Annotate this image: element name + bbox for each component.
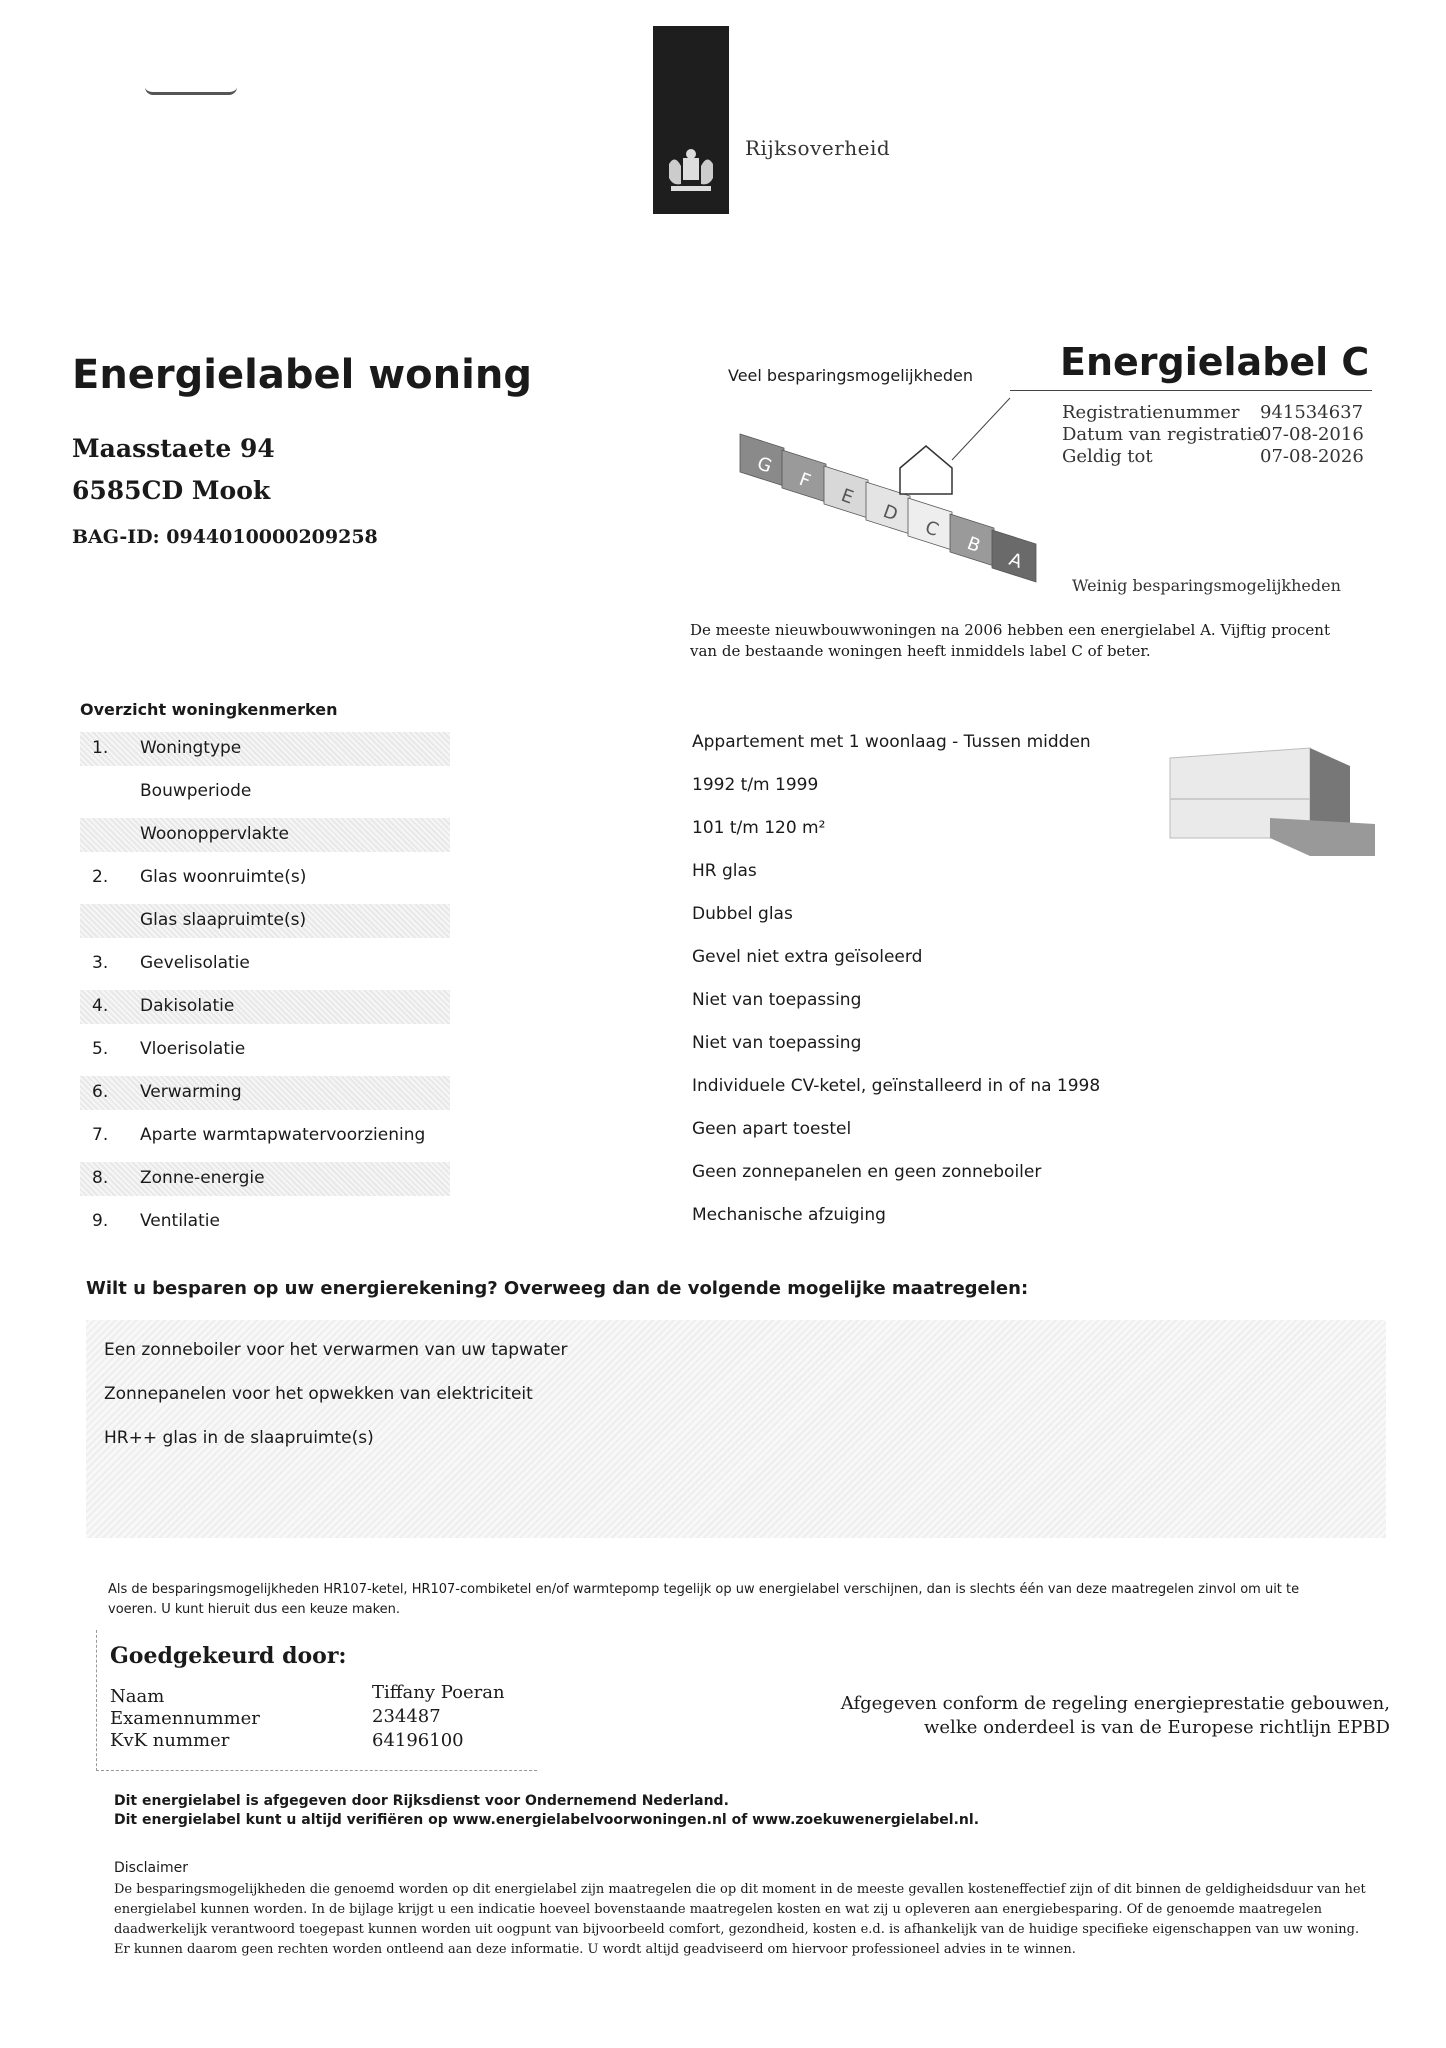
label-band-text: C xyxy=(922,516,942,542)
valid-until-label: Geldig tot xyxy=(1062,446,1153,467)
exam-number-value: 234487 xyxy=(372,1706,441,1727)
divider xyxy=(1010,390,1372,391)
row-shade xyxy=(80,1162,450,1196)
row-number: 5. xyxy=(92,1039,109,1059)
energy-label-scale xyxy=(700,390,1110,590)
row-label: Zonne-energie xyxy=(140,1168,265,1188)
row-number: 6. xyxy=(92,1082,109,1102)
row-label: Glas woonruimte(s) xyxy=(140,867,307,887)
kvk-value: 64196100 xyxy=(372,1730,464,1751)
disclaimer-text: De besparingsmogelijkheden die genoemd worden op dit energielabel zijn maatregelen die op dit moment in de meeste gevallen kosteneffectief zijn of dit binnen de geldigheidsduur van het energielabel kunnen worden. In de bijlage krijgt u een indicatie hoeveel bovenstaande maatregelen kosten en wat zij u opleveren aan energiebesparing. Of de genoemde maatregelen daadwerkelijk verantwoord toegepast kunnen worden uit oogpunt van bijvoorbeeld comfort, gezondheid, kosten e.d. is afhankelijk van de huidige specifieke eigenschappen van uw woning. Er kunnen daarom geen rechten worden ontleend aan deze informatie. U wordt altijd geadviseerd om hiervoor professioneel advies in te winnen. xyxy=(114,1882,1366,1957)
epbd-statement: Afgegeven conform de regeling energieprestatie gebouwen, welke onderdeel is van de Europese richtlijn EPBD xyxy=(840,1693,1390,1738)
rijksoverheid-logo xyxy=(653,26,729,214)
verify-text: Dit energielabel kunt u altijd verifiëren op www.energielabelvoorwoningen.nl of www.zoekuwenergielabel.nl. xyxy=(114,1812,980,1828)
row-number: 2. xyxy=(92,867,109,887)
energy-label-title: Energielabel C xyxy=(1060,340,1370,384)
logo-text: Rijksoverheid xyxy=(745,136,891,160)
house-marker-icon xyxy=(900,446,952,494)
registration-date-label: Datum van registratie xyxy=(1062,424,1263,445)
measure-item: Een zonneboiler voor het verwarmen van uw tapwater xyxy=(104,1340,568,1360)
row-label: Dakisolatie xyxy=(140,996,235,1016)
row-label: Gevelisolatie xyxy=(140,953,250,973)
row-value: Dubbel glas xyxy=(692,904,793,924)
row-number: 8. xyxy=(92,1168,109,1188)
row-value: Geen apart toestel xyxy=(692,1119,852,1139)
row-shade xyxy=(80,1076,450,1110)
label-band-text: G xyxy=(754,452,775,478)
row-shade xyxy=(80,732,450,766)
row-label: Verwarming xyxy=(140,1082,242,1102)
kvk-label: KvK nummer xyxy=(110,1730,230,1751)
row-number: 4. xyxy=(92,996,109,1016)
bag-id: BAG-ID: 0944010000209258 xyxy=(72,526,378,548)
row-value: Niet van toepassing xyxy=(692,990,862,1010)
label-band-text: B xyxy=(964,532,984,557)
row-value: Gevel niet extra geïsoleerd xyxy=(692,947,923,967)
label-band-text: A xyxy=(1006,548,1026,573)
row-label: Woonoppervlakte xyxy=(140,824,289,844)
intro-text: De meeste nieuwbouwwoningen na 2006 hebben een energielabel A. Vijftig procent van de bestaande woningen heeft inmiddels label C of beter. xyxy=(690,621,1330,660)
row-label: Vloerisolatie xyxy=(140,1039,246,1059)
row-label: Woningtype xyxy=(140,738,242,758)
building-illustration xyxy=(1160,738,1380,868)
registration-value: 941534637 xyxy=(1260,402,1364,423)
row-value: 101 t/m 120 m² xyxy=(692,818,826,838)
coat-of-arms-icon xyxy=(661,144,721,204)
row-number: 1. xyxy=(92,738,109,758)
address-postcode: 6585CD Mook xyxy=(72,476,271,505)
registration-label: Registratienummer xyxy=(1062,402,1240,423)
row-label: Glas slaapruimte(s) xyxy=(140,910,307,930)
row-value: Geen zonnepanelen en geen zonneboiler xyxy=(692,1162,1042,1182)
row-shade xyxy=(80,990,450,1024)
row-value: Individuele CV-ketel, geïnstalleerd in of na 1998 xyxy=(692,1076,1101,1096)
address-street: Maasstaete 94 xyxy=(72,434,275,463)
row-value: Mechanische afzuiging xyxy=(692,1205,886,1225)
row-label: Ventilatie xyxy=(140,1211,220,1231)
scale-high-text: Veel besparingsmogelijkheden xyxy=(728,366,973,385)
row-number: 3. xyxy=(92,953,109,973)
overview-heading: Overzicht woningkenmerken xyxy=(80,700,338,719)
label-band-text: E xyxy=(838,484,857,509)
row-value: HR glas xyxy=(692,861,757,881)
label-band-text: D xyxy=(880,500,901,526)
row-value: Niet van toepassing xyxy=(692,1033,862,1053)
row-label: Bouwperiode xyxy=(140,781,252,801)
row-number: 7. xyxy=(92,1125,109,1145)
exam-number-label: Examennummer xyxy=(110,1708,260,1729)
pointer-line xyxy=(952,398,1010,460)
name-label: Naam xyxy=(110,1686,165,1707)
row-number: 9. xyxy=(92,1211,109,1231)
valid-until-value: 07-08-2026 xyxy=(1260,446,1364,467)
disclaimer-heading: Disclaimer xyxy=(114,1860,189,1876)
label-band-text: F xyxy=(796,468,814,493)
row-label: Aparte warmtapwatervoorziening xyxy=(140,1125,426,1145)
page-title: Energielabel woning xyxy=(72,352,532,398)
scale-low-text: Weinig besparingsmogelijkheden xyxy=(1072,576,1341,595)
staple-mark xyxy=(145,82,237,95)
label-scale-bands xyxy=(740,434,1036,582)
approved-heading: Goedgekeurd door: xyxy=(110,1643,347,1669)
measures-heading: Wilt u besparen op uw energierekening? Overweeg dan de volgende mogelijke maatregelen: xyxy=(86,1278,1029,1299)
measure-item: HR++ glas in de slaapruimte(s) xyxy=(104,1428,374,1448)
name-value: Tiffany Poeran xyxy=(372,1682,505,1703)
issued-by-text: Dit energielabel is afgegeven door Rijksdienst voor Ondernemend Nederland. xyxy=(114,1793,729,1809)
registration-date-value: 07-08-2016 xyxy=(1260,424,1364,445)
row-value: Appartement met 1 woonlaag - Tussen midden xyxy=(692,732,1091,752)
row-value: 1992 t/m 1999 xyxy=(692,775,819,795)
choice-note: Als de besparingsmogelijkheden HR107-ketel, HR107-combiketel en/of warmtepomp tegelijk op uw energielabel verschijnen, dan is slechts één van deze maatregelen zinvol om uit te voeren. U kunt hieruit dus een keuze maken. xyxy=(108,1582,1300,1617)
measure-item: Zonnepanelen voor het opwekken van elektriciteit xyxy=(104,1384,533,1404)
